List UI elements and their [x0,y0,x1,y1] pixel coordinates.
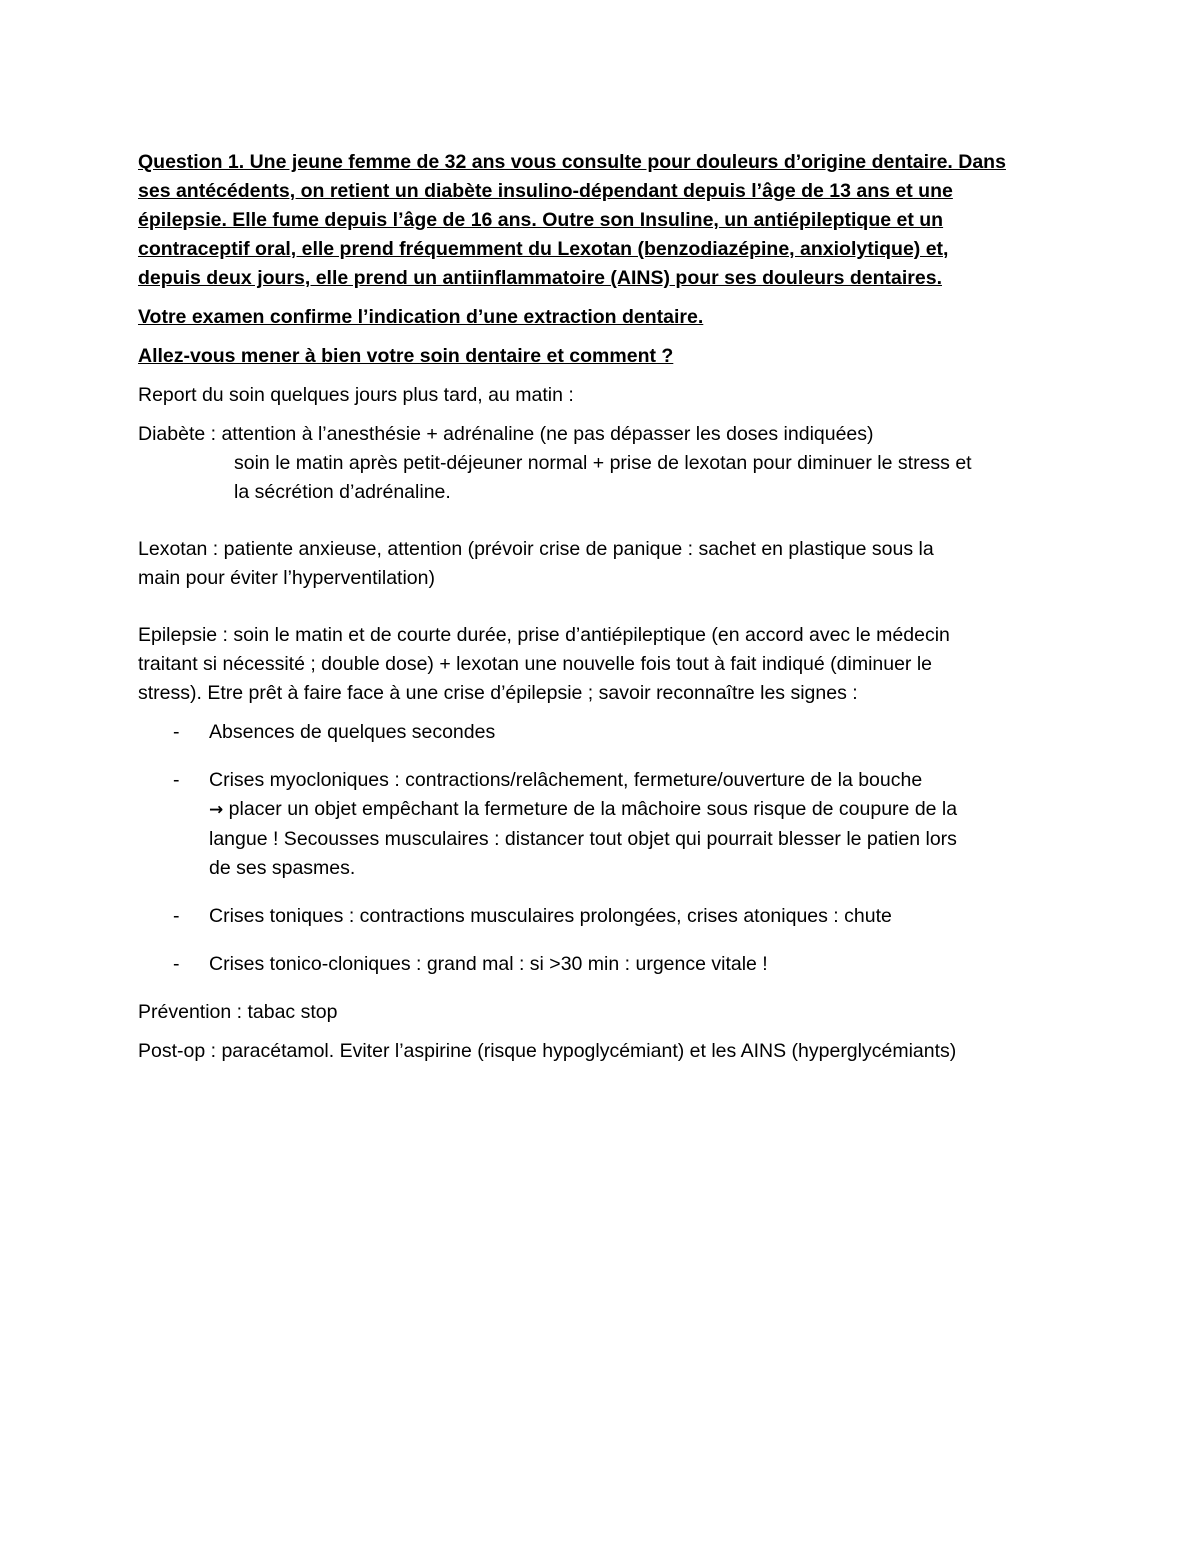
prevention-paragraph: Prévention : tabac stop [138,1001,338,1023]
list-item: - Crises tonico-cloniques : grand mal : si >30 min : urgence vitale ! [138,950,1068,979]
diabete-line: la sécrétion d’adrénaline. [234,481,451,503]
list-item: - Crises toniques : contractions musculaires prolongées, crises atoniques : chute [138,902,1068,931]
bullet-dash: - [173,953,180,975]
exam-statement: Votre examen confirme l’indication d’une extraction dentaire. [138,306,704,328]
bullet-dash: - [173,905,180,927]
epilepsie-line: stress). Etre prêt à faire face à une crise d’épilepsie ; savoir reconnaître les signes : [138,682,858,704]
epilepsie-paragraph [138,621,1068,708]
epilepsie-line: traitant si nécessité ; double dose) + lexotan une nouvelle fois tout à fait indiqué (diminuer le [138,653,933,675]
list-item: - Absences de quelques secondes [138,718,1068,747]
epilepsie-line: Epilepsie : soin le matin et de courte durée, prise d’antiépileptique (en accord avec le médecin [138,624,950,646]
document-content [138,148,1068,1076]
report-paragraph: Report du soin quelques jours plus tard, au matin : [138,384,574,406]
bullet-dash: - [173,769,180,791]
diabete-line: Diabète : attention à l’anesthésie + adrénaline (ne pas dépasser les doses indiquées) [138,423,874,445]
lexotan-line: main pour éviter l’hyperventilation) [138,567,435,589]
postop-paragraph: Post-op : paracétamol. Eviter l’aspirine (risque hypoglycémiant) et les AINS (hyperglycémiants) [138,1040,957,1062]
diabete-line: soin le matin après petit-déjeuner normal + prise de lexotan pour diminuer le stress et [234,452,972,474]
question-paragraph [138,148,1068,293]
question-line: épilepsie. Elle fume depuis l’âge de 16 ans. Outre son Insuline, un antiépileptique et un [138,209,944,231]
question-line: ses antécédents, on retient un diabète insulino-dépendant depuis l’âge de 13 ans et une [138,180,953,202]
question-line: Question 1. Une jeune femme de 32 ans vous consulte pour douleurs d’origine dentaire. Dans [138,151,1006,173]
diabete-paragraph [138,420,1068,507]
list-item: - Crises myocloniques : contractions/relâchement, fermeture/ouverture de la bouche → placer un objet empêchant la fermeture de la mâchoire sous risque de coupure de la langue ! Secousses musculaires : distancer tout objet qui pourrait blesser le patien lors de ses spasmes. [138,766,1068,883]
arrow-right-icon: → [209,800,224,820]
lexotan-paragraph [138,535,1068,593]
lexotan-line: Lexotan : patiente anxieuse, attention (prévoir crise de panique : sachet en plastique sous la [138,538,934,560]
question-ask: Allez-vous mener à bien votre soin dentaire et comment ? [138,345,674,367]
question-line: contraceptif oral, elle prend fréquemment du Lexotan (benzodiazépine, anxiolytique) et, [138,238,949,260]
question-line: depuis deux jours, elle prend un antiinflammatoire (AINS) pour ses douleurs dentaires. [138,267,942,289]
epilepsy-signs-list [138,718,1068,979]
bullet-dash: - [173,721,180,743]
